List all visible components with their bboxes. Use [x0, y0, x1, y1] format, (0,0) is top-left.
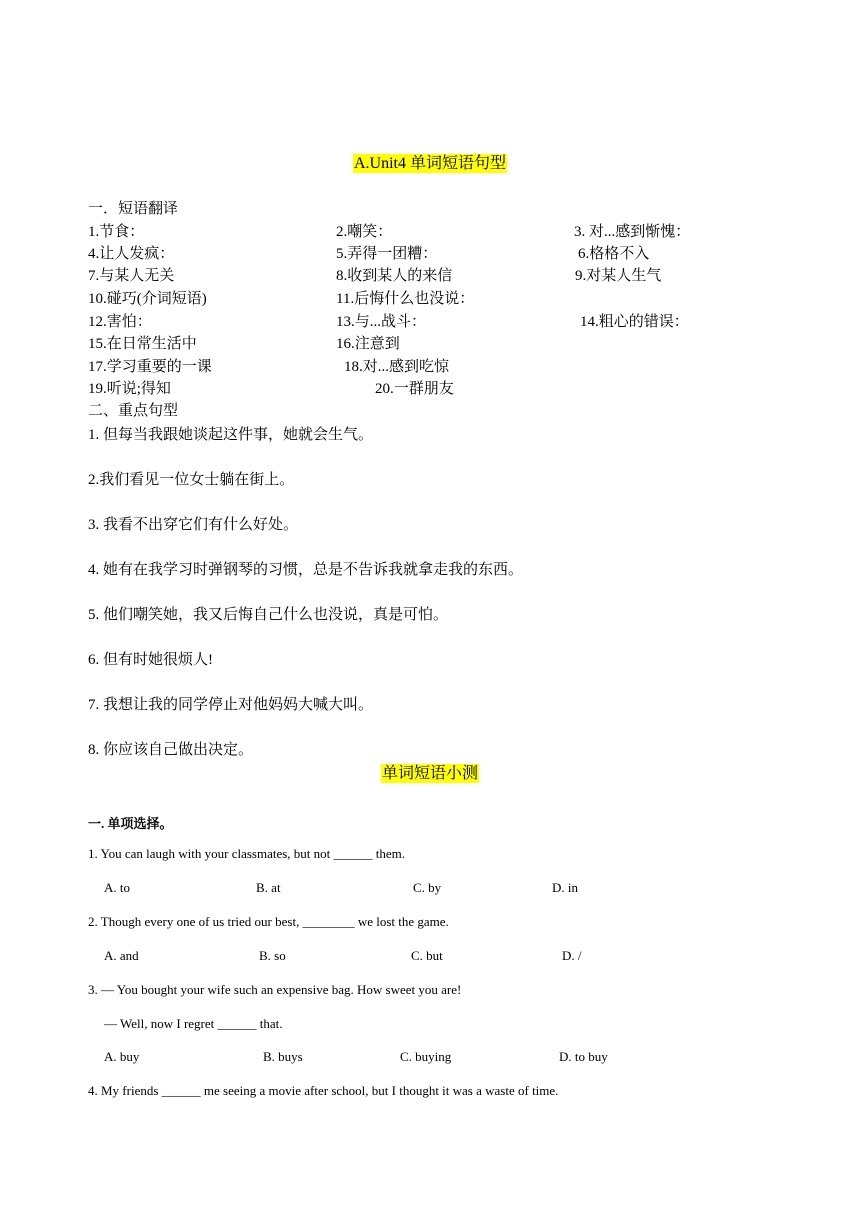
phrase-item: 2.嘲笑：: [336, 224, 393, 240]
quiz-section-heading: 一. 单项选择。: [88, 816, 173, 831]
phrase-item: 9.对某人生气: [575, 268, 662, 284]
sentence-item: 6. 但有时她很烦人!: [88, 652, 213, 668]
phrase-item: 4.让人发疯：: [88, 246, 175, 262]
question-stem-continued: — Well, now I regret ______ that.: [104, 1016, 283, 1031]
section-heading-phrase-translation: 一．短语翻译: [88, 201, 179, 217]
sentence-item: 1. 但每当我跟她谈起这件事，她就会生气。: [88, 427, 374, 443]
phrase-item: 20.一群朋友: [375, 381, 454, 397]
question-stem: 3. — You bought your wife such an expensive bag. How sweet you are!: [88, 982, 462, 997]
phrase-item: 12.害怕：: [88, 314, 152, 330]
phrase-item: 6.格格不入: [578, 246, 650, 262]
phrase-item: 16.注意到: [336, 336, 400, 352]
option-a: A. buy: [104, 1049, 140, 1064]
document-title: A.Unit4 单词短语句型: [353, 155, 506, 172]
phrase-item: 14.粗心的错误：: [580, 314, 689, 330]
phrase-item: 17.学习重要的一课: [88, 359, 212, 375]
section-heading-key-sentences: 二、重点句型: [88, 403, 179, 419]
phrase-item: 19.听说;得知: [88, 381, 171, 397]
question-stem: 4. My friends ______ me seeing a movie after school, but I thought it was a waste of time.: [88, 1083, 559, 1098]
option-c: C. but: [411, 948, 443, 963]
quiz-title: 单词短语小测: [381, 765, 478, 782]
phrase-item: 3. 对...感到惭愧：: [574, 224, 691, 240]
option-c: C. buying: [400, 1049, 452, 1064]
option-d: D. to buy: [559, 1049, 608, 1064]
phrase-item: 13.与...战斗：: [336, 314, 427, 330]
phrase-item: 10.碰巧(介词短语): [88, 291, 207, 307]
phrase-item: 8.收到某人的来信: [336, 268, 453, 284]
sentence-item: 5. 他们嘲笑她，我又后悔自己什么也没说，真是可怕。: [88, 607, 449, 623]
phrase-item: 15.在日常生活中: [88, 336, 197, 352]
sentence-item: 3. 我看不出穿它们有什么好处。: [88, 517, 299, 533]
option-a: A. and: [104, 948, 139, 963]
phrase-item: 7.与某人无关: [88, 268, 175, 284]
option-b: B. buys: [263, 1049, 303, 1064]
option-b: B. so: [259, 948, 286, 963]
sentence-item: 4. 她有在我学习时弹钢琴的习惯，总是不告诉我就拿走我的东西。: [88, 562, 524, 578]
phrase-item: 5.弄得一团糟：: [336, 246, 438, 262]
sentence-item: 8. 你应该自己做出决定。: [88, 742, 254, 758]
option-c: C. by: [413, 880, 442, 895]
sentence-item: 7. 我想让我的同学停止对他妈妈大喊大叫。: [88, 697, 374, 713]
question-stem: 2. Though every one of us tried our best, ________ we lost the game.: [88, 914, 449, 929]
sentence-item: 2.我们看见一位女士躺在街上。: [88, 472, 295, 488]
option-d: D. /: [562, 948, 582, 963]
phrase-item: 11.后悔什么也没说：: [336, 291, 475, 307]
option-b: B. at: [256, 880, 281, 895]
phrase-item: 1.节食：: [88, 224, 145, 240]
phrase-item: 18.对...感到吃惊: [344, 359, 450, 375]
option-d: D. in: [552, 880, 578, 895]
option-a: A. to: [104, 880, 130, 895]
question-stem: 1. You can laugh with your classmates, but not ______ them.: [88, 846, 406, 861]
